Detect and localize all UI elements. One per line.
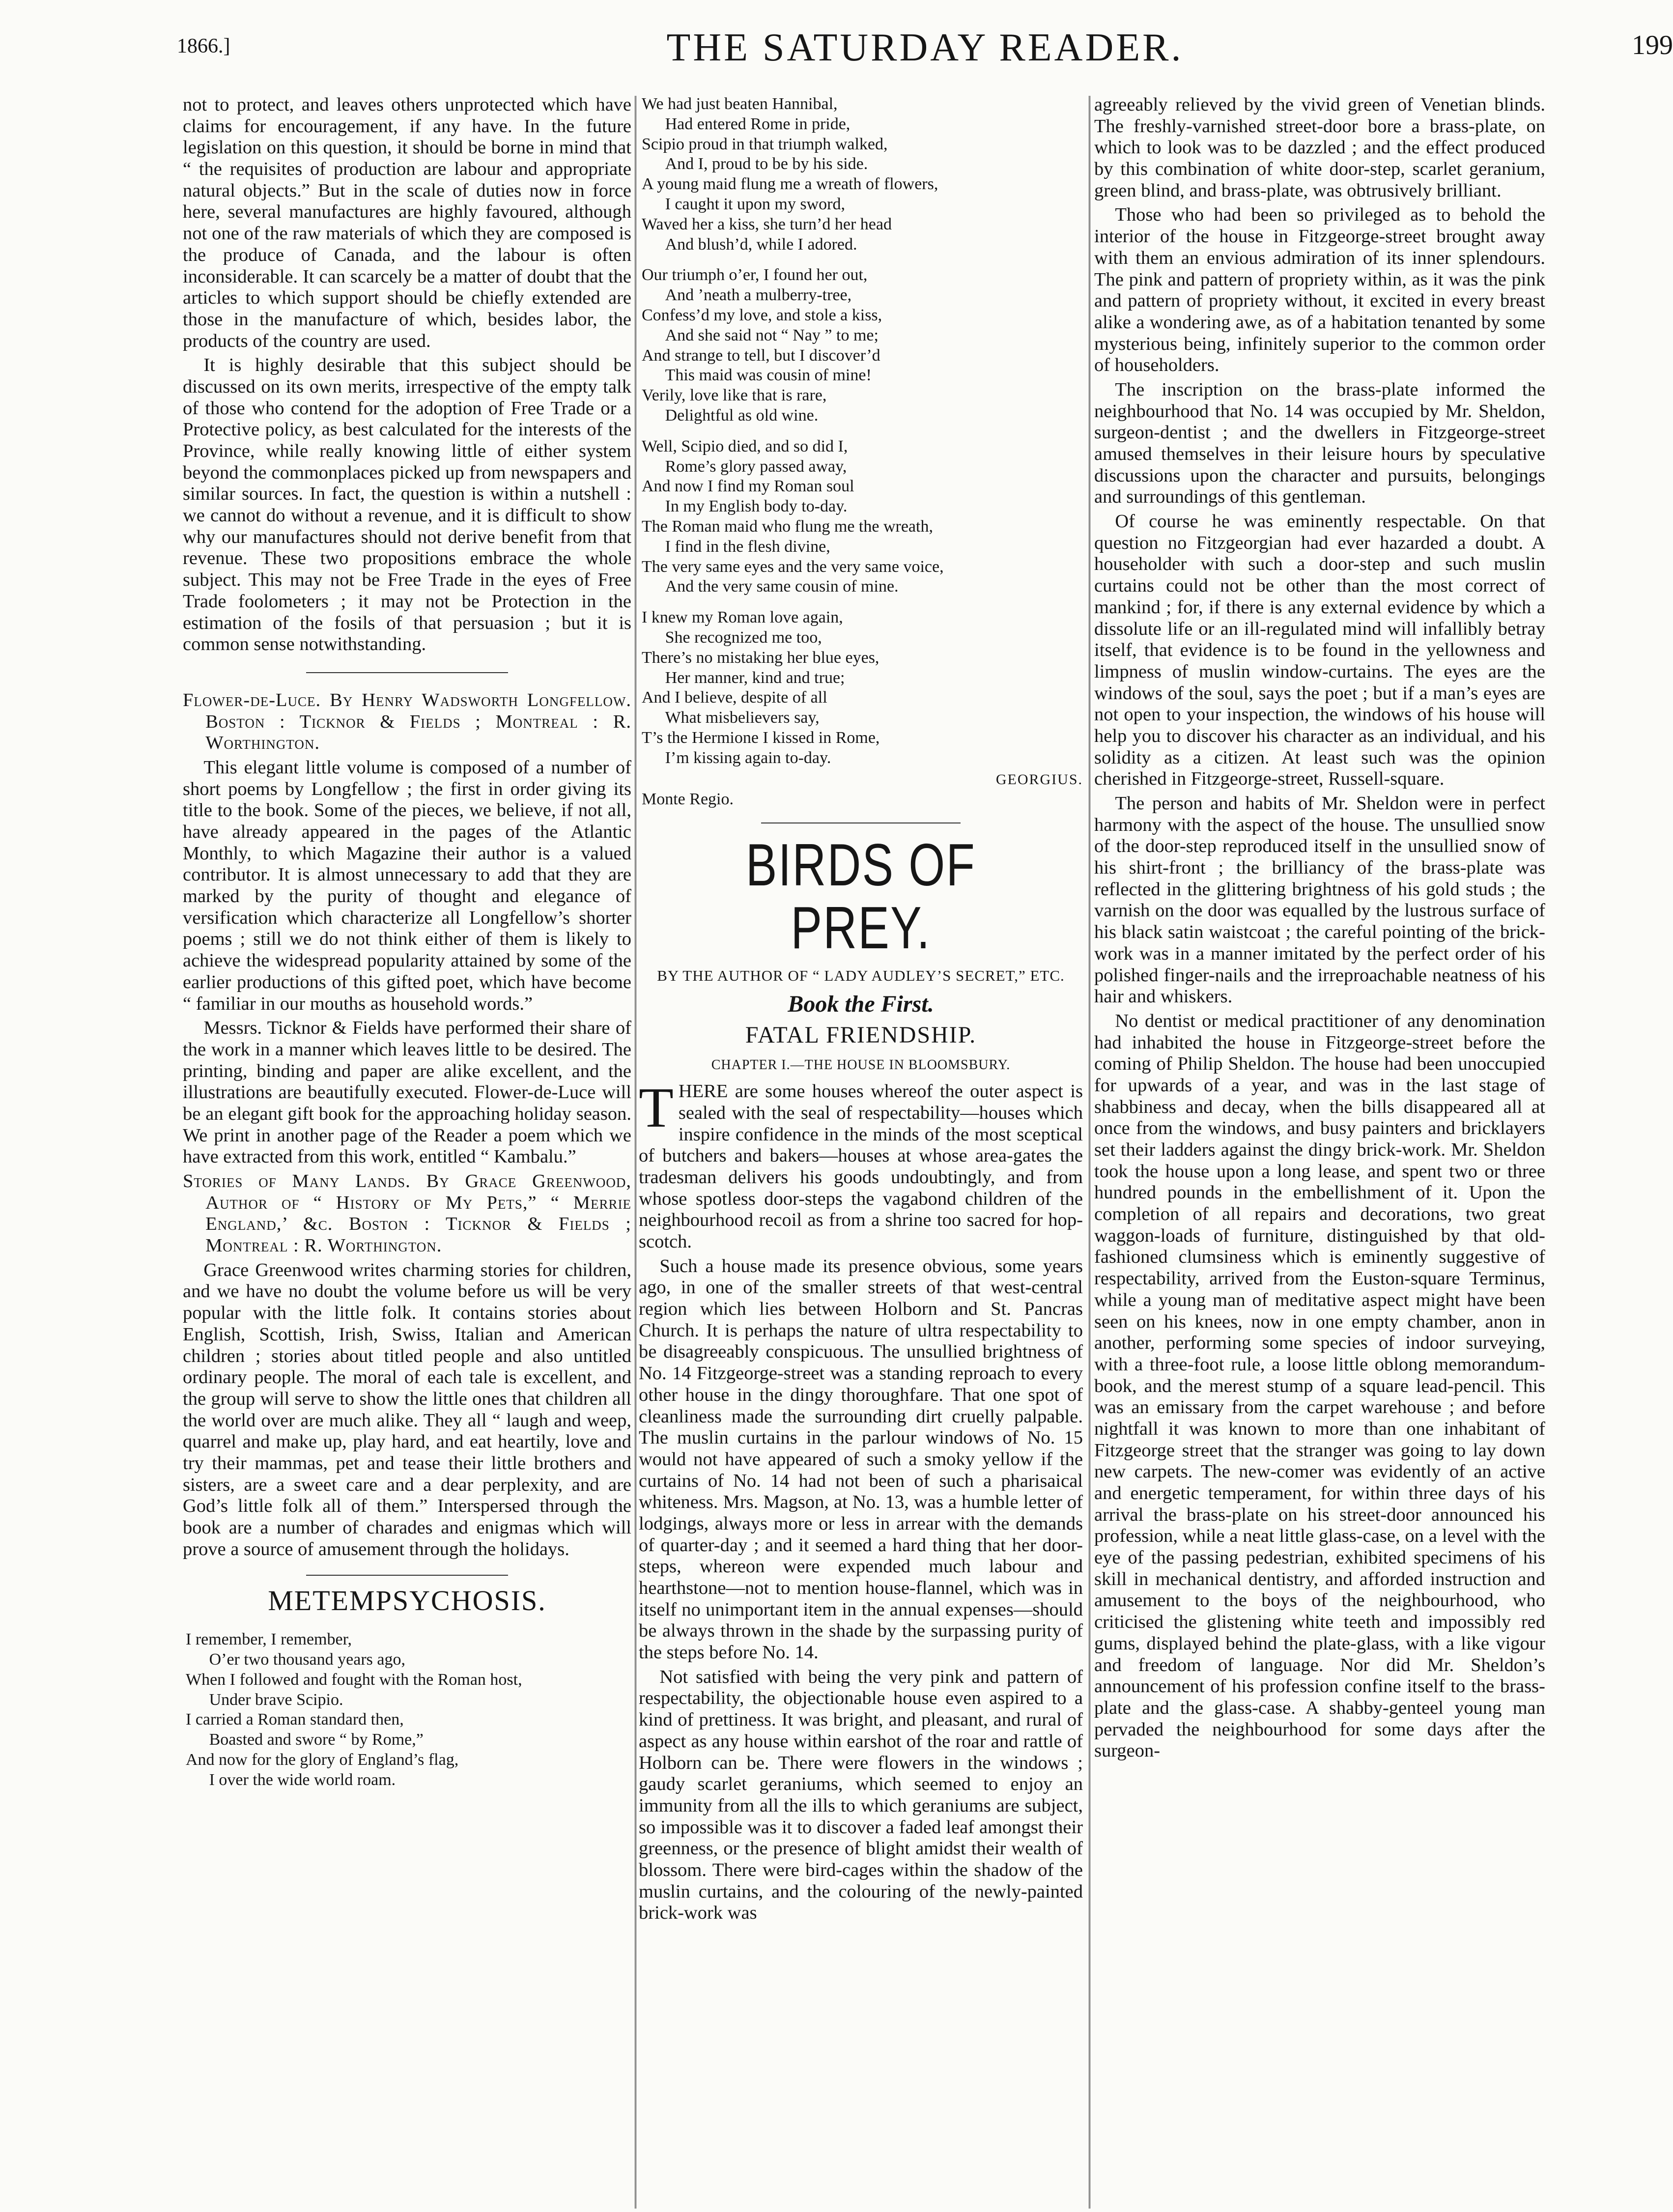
page-number: 199	[1632, 30, 1673, 60]
paragraph: not to protect, and leaves others unprotected which have claims for encouragement, if any have. In the future legislation on this question, it should be borne in mind that “ the requisites of production are labour and appropriate natural objects.” But in the scale of duties now in force here, several manufactures are highly favoured, although not one of the raw materials of which they are composed is the produce of Canada, and the labour is often inconsiderable. It can scarcely be a matter of doubt that the articles to which support should be chiefly extended are those in the manufacture of which, besides labor, the products of the country are used.	[183, 94, 631, 351]
paragraph: It is highly desirable that this subject should be discussed on its own merits, irrespective of the empty talk of those who contend for the adoption of Free Trade or a Protective policy, as best calculated for the interests of the Province, while really knowing little of either system beyond the commonplaces picked up from newspapers and similar sources. In fact, the question is within a nutshell : we cannot do without a revenue, and it is difficult to show why our manufactures should not derive benefit from that revenue. These two propositions embrace the whole subject. This may not be Free Trade in the eyes of Free Trade foolometers ; it may not be Protection in the estimation of the fosils of that persuasion ; but it is common sense notwithstanding.	[183, 355, 631, 655]
poem-stanza	[642, 94, 1083, 255]
poem-place: Monte Regio.	[642, 790, 734, 808]
masthead: THE SATURDAY READER.	[666, 26, 1184, 69]
poem-line: What misbelievers say,	[665, 709, 820, 727]
section-divider	[306, 672, 508, 673]
poem-line: Well, Scipio died, and so did I,	[642, 437, 848, 455]
poem-line: And the very same cousin of mine.	[665, 577, 899, 596]
page-header	[177, 26, 1673, 72]
poem-line: I carried a Roman standard then,	[186, 1710, 404, 1729]
paragraph: No dentist or medical practitioner of any denomination had inhabited the house in Fitzgeorge-street before the coming of Philip Sheldon. The house had been unoccupied for upwards of a year, and was in the last stage of shabbiness and decay, when the bills disappeared all at once from the windows, and busy painters and bricklayers set their ladders against the dingy brick-work. Mr. Sheldon took the house upon a long lease, and spent two or three hundred pounds in the embellishment of it. Upon the completion of all repairs and decorations, two great waggon-loads of furniture, distinguished by that old-fashioned clumsiness which is eminently suggestive of respectability, arrived from the Euston-square Terminus, while a young man of meditative aspect might have been seen on his knees, now in one empty chamber, anon in another, performing some species of indoor surveying, with a three-foot rule, a loose little oblong memorandum-book, and the merest stump of a square lead-pencil. This was an emissary from the carpet warehouse ; and before nightfall it was known to more than one inhabitant of Fitzgeorge street that the stranger was going to lay down new carpets. The new-comer was evidently of an active and energetic temperament, for within three days of his arrival the brass-plate on his street-door announced his profession, while a neat little glass-case, on a level with the eye of the passing pedestrian, exhibited specimens of his skill in mechanical dentistry, and afforded instruction and amusement to the boys of the neighbourhood, who criticised the glistening white teeth and impossibly red gums, displayed behind the plate-glass, with a like vigour and freedom of language. Nor did Mr. Sheldon’s announcement of his profession confine itself to the brass-plate and the glass-case. A shabby-genteel young man pervaded the neighbourhood for some days after the surgeon-	[1094, 1010, 1545, 1761]
poem-line: O’er two thousand years ago,	[209, 1650, 405, 1669]
poem-line: The very same eyes and the very same voice,	[642, 557, 944, 576]
paragraph: Those who had been so privileged as to behold the interior of the house in Fitzgeorge-street brought away with them an envious admiration of its inner splendours. The pink and pattern of propriety within, as it was the pink and pattern of propriety without, it excited in every breast alike a wondering awe, as of a habitation tenanted by some mysterious being, infinitely superior to the common order of householders.	[1094, 204, 1545, 376]
paragraph: agreeably relieved by the vivid green of Venetian blinds. The freshly-varnished street-door bore a brass-plate, on which to look was to be dazzled ; and the effect produced by this combination of white door-step, scarlet geranium, green blind, and brass-plate, was obtrusively brilliant.	[1094, 94, 1545, 201]
poem-line: Confess’d my love, and stole a kiss,	[642, 306, 882, 324]
poem-title: METEMPSYCHOSIS.	[268, 1585, 546, 1617]
section-divider	[306, 1575, 508, 1576]
poem-line: She recognized me too,	[665, 628, 822, 647]
poem-line: And now I find my Roman soul	[642, 477, 854, 496]
poem-line: And I, proud to be by his side.	[665, 155, 868, 173]
poem-line: And strange to tell, but I discover’d	[642, 346, 880, 365]
poem-line: Scipio proud in that triumph walked,	[642, 135, 888, 153]
paragraph: The inscription on the brass-plate informed the neighbourhood that No. 14 was occupied by Mr. Sheldon, surgeon-dentist ; and the dwellers in Fitzgeorge-street amused themselves in their leisure hours by speculative discussions upon the character and pursuits, belongings and surroundings of this gentleman.	[1094, 379, 1545, 508]
column-1	[183, 94, 631, 2202]
poem-stanza	[642, 608, 1083, 768]
poem-line: We had just beaten Hannibal,	[642, 95, 838, 113]
poem-line: And ’neath a mulberry-tree,	[665, 286, 852, 305]
review-heading-stories-of-many-lands: Stories of Many Lands. By Grace Greenwood, Author of “ History of My Pets,” “ Merrie England,’ &c. Boston : Ticknor & Fields ; Montreal : R. Worthington.	[183, 1171, 631, 1256]
column-rule-left	[635, 96, 636, 2209]
chapter-heading: CHAPTER I.—THE HOUSE IN BLOOMSBURY.	[711, 1057, 1011, 1073]
poem-line: Delightful as old wine.	[665, 406, 819, 425]
column-2	[639, 94, 1083, 2202]
poem-line: Under brave Scipio.	[209, 1690, 343, 1709]
paragraph: Of course he was eminently respectable. On that question no Fitzgeorgian had ever hazarded a doubt. A householder with such a door-step and such muslin curtains could not be other than the most correct of mankind ; for, if there is any external evidence by which a dissolute life or an ill-regulated mind will infallibly betray itself, that evidence is to be found in the yellowness and limpness of muslin window-curtains. The eyes are the windows of the soul, says the poet ; but if a man’s eyes are not open to your inspection, the windows of his house will help you to discover his character as an individual, and his solidity as a citizen. At least such was the opinion cherished in Fitzgeorge-street, Russell-square.	[1094, 511, 1545, 790]
poem-line: In my English body to-day.	[665, 497, 848, 516]
poem-line: There’s no mistaking her blue eyes,	[642, 648, 879, 667]
column-rule-right	[1089, 96, 1090, 2209]
paragraph: Grace Greenwood writes charming stories for children, and we have no doubt the volume before us will be very popular with the little folk. It contains stories about English, Scottish, Irish, Swiss, Italian and American children ; stories about titled people and also untitled ordinary people. The moral of each tale is excellent, and the group will serve to show the little ones that children all the world over are much alike. They all “ laugh and weep, quarrel and make up, play hard, and eat heartily, love and try their mammas, pet and tease their little brothers and sisters, are a sweet care and a dear perplexity, and are God’s little folk all of them.” Interspersed through the book are a number of charades and enigmas which will prove a source of amusement through the holidays.	[183, 1259, 631, 1560]
poem-stanza	[186, 1630, 631, 1790]
poem-line: When I followed and fought with the Roman host,	[186, 1670, 522, 1689]
poem-line: I find in the flesh divine,	[665, 537, 830, 556]
paragraph: Such a house made its presence obvious, some years ago, in one of the smaller streets of that west-central region which lies between Holborn and St. Pancras Church. It is perhaps the nature of ultra respectability to be disagreeably conspicuous. The unsullied brightness of No. 14 Fitzgeorge-street was a standing reproach to every other house in the dingy thoroughfare. That one spot of cleanliness made the surrounding dirt cruelly palpable. The muslin curtains in the parlour windows of No. 15 would not have appeared of such a smoky yellow if the curtains of No. 14 had not been of such a pharisaical whiteness. Mrs. Magson, at No. 13, was a humble letter of lodgings, always more or less in arrear with the demands of quarter-day ; and it seemed a hard thing that her door-steps, whereon were expended much labour and hearthstone—not to mention house-flannel, which was in itself no unimportant item in the annual expenses—should be always thrown in the shade by the surpassing purity of the steps before No. 14.	[639, 1255, 1083, 1663]
paragraph: Messrs. Ticknor & Fields have performed their share of the work in a manner which leaves little to be desired. The printing, binding and paper are alike excellent, and the illustrations are beautifully executed. Flower-de-Luce will be an elegant gift book for the approaching holiday season. We print in another page of the Reader a poem which we have extracted from this work, entitled “ Kambalu.”	[183, 1018, 631, 1167]
poem-line: And blush’d, while I adored.	[665, 235, 857, 254]
poem-line: A young maid flung me a wreath of flowers,	[642, 175, 938, 194]
paragraph-text: HERE are some houses whereof the outer aspect is sealed with the seal of respectability—houses which inspire confidence in the minds of the most sceptical of butchers and bakers—houses at whose area-gates the tradesman delivers his goods undoubtingly, and from whose spotless door-steps the vagabond children of the neighbourhood recoil as from a shrine too sacred for hop-scotch.	[639, 1081, 1083, 1252]
story-title: BIRDS OF PREY.	[745, 831, 976, 962]
part-heading: FATAL FRIENDSHIP.	[745, 1021, 977, 1048]
poem-line: Had entered Rome in pride,	[665, 114, 851, 133]
poem-line: And she said not “ Nay ” to me;	[665, 326, 879, 344]
poem-line: Rome’s glory passed away,	[665, 457, 847, 476]
poem-line: I remember, I remember,	[186, 1630, 352, 1649]
poem-line: Boasted and swore “ by Rome,”	[209, 1730, 424, 1749]
poem-line: And now for the glory of England’s flag,	[186, 1750, 459, 1769]
paragraph: Not satisfied with being the very pink and pattern of respectability, the objectionable house even aspired to a kind of prettiness. It was bright, and pleasant, and rural of aspect as any house within earshot of the roar and rattle of Holborn can be. There were flowers in the windows ; gaudy scarlet geraniums, which seemed to enjoy an immunity from all the ills to which geraniums are subject, so impossible was it to discover a faded leaf amongst their greenness, or the presence of blight amidst their wealth of blossom. There were bird-cages within the shadow of the muslin curtains, and the colouring of the newly-painted brick-work was	[639, 1666, 1083, 1924]
section-divider	[761, 822, 961, 823]
poem-line: Her manner, kind and true;	[665, 668, 845, 687]
paragraph: This elegant little volume is composed of a number of short poems by Longfellow ; the first in order giving its title to the book. Some of the pieces, we believe, if not all, have already appeared in the pages of the Atlantic Monthly, to which Magazine their author is a valued contributor. It is almost unnecessary to add that they are marked by the purity of thought and elegance of versification which characterize all Longfellow’s shorter poems ; still we do not think either of them is likely to achieve the widespread popularity attained by some of the earlier productions of this gifted poet, which have become “ familiar in our mouths as household words.”	[183, 757, 631, 1014]
issue-year: 1866.]	[177, 35, 230, 57]
poem-line: I’m kissing again to-day.	[665, 748, 831, 767]
poem-line: I knew my Roman love again,	[642, 608, 843, 627]
poem-line: I caught it upon my sword,	[665, 195, 845, 213]
paragraph: The person and habits of Mr. Sheldon were in perfect harmony with the aspect of the house. The unsullied snow of the door-step reproduced itself in the unsullied snow of his shirt-front ; the brilliancy of the brass-plate was reflected in the glittering brightness of his gold studs ; the varnish on the door was equalled by the lustrous surface of his black satin waistcoat ; the careful pointing of the brick-work was in a manner imitated by the perfect order of his polished finger-nails and the irreproachable neatness of his hair and whiskers.	[1094, 793, 1545, 1007]
drop-cap: T	[639, 1077, 674, 1140]
column-3	[1094, 94, 1545, 2202]
book-heading: Book the First.	[788, 991, 934, 1018]
poem-stanza	[642, 265, 1083, 425]
poem-line: Our triumph o’er, I found her out,	[642, 266, 868, 284]
paragraph	[639, 1077, 1083, 1253]
poem-line: The Roman maid who flung me the wreath,	[642, 517, 933, 536]
poem-signature: GEORGIUS.	[995, 771, 1083, 788]
story-byline: BY THE AUTHOR OF “ LADY AUDLEY’S SECRET,” ETC.	[657, 967, 1065, 985]
poem-line: Verily, love like that is rare,	[642, 386, 827, 405]
poem-stanza	[642, 437, 1083, 597]
poem-line: This maid was cousin of mine!	[665, 366, 872, 385]
review-heading-flower-de-luce: Flower-de-Luce. By Henry Wadsworth Longfellow. Boston : Ticknor & Fields ; Montreal : R. Worthington.	[183, 689, 631, 754]
poem-line: T’s the Hermione I kissed in Rome,	[642, 728, 880, 747]
poem-line: And I believe, despite of all	[642, 688, 827, 707]
poem-line: I over the wide world roam.	[209, 1770, 396, 1789]
poem-line: Waved her a kiss, she turn’d her head	[642, 215, 892, 233]
